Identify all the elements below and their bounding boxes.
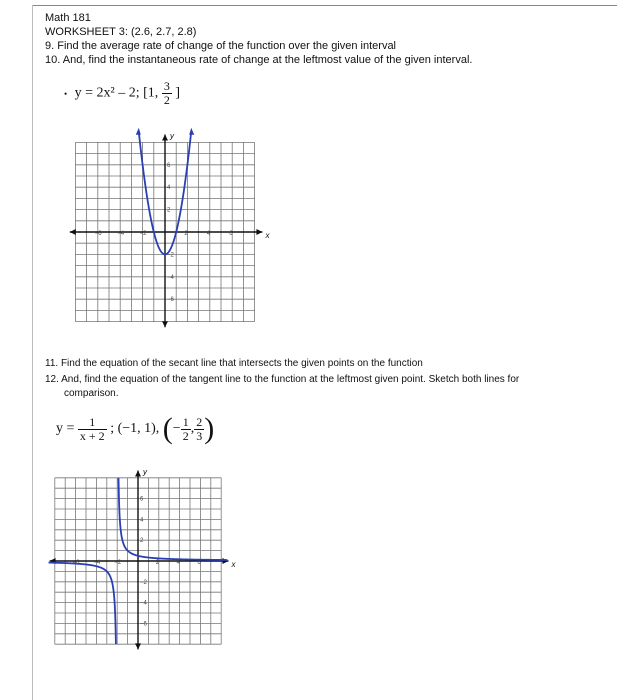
x-tick-label: 2 bbox=[155, 560, 160, 566]
question-12-line2: comparison. bbox=[64, 388, 119, 399]
question-12-line1: 12. And, find the equation of the tangent line to the function at the leftmost given point. Sketch both lines for bbox=[45, 374, 520, 385]
x-tick-label: −4 bbox=[117, 231, 125, 237]
question-10: 10. And, find the instantaneous rate of change at the leftmost value of the given interval. bbox=[45, 54, 473, 66]
problem2-point2-x bbox=[181, 416, 191, 443]
problem1-equation bbox=[64, 80, 180, 107]
x-tick-label: 4 bbox=[176, 560, 180, 566]
problem1-frac-den: 2 bbox=[163, 93, 170, 107]
question-9: 9. Find the average rate of change of the function over the given interval bbox=[45, 40, 397, 52]
x-axis-label: x bbox=[265, 231, 270, 240]
x-tick-label: −6 bbox=[72, 560, 80, 566]
problem2-p2x-num: 1 bbox=[182, 414, 189, 429]
x-axis-arrow-left bbox=[70, 229, 76, 235]
y-tick-label: −4 bbox=[167, 274, 174, 281]
x-tick-label: 4 bbox=[206, 231, 211, 237]
x-tick-label: −6 bbox=[94, 231, 102, 237]
x-axis-arrow-right bbox=[256, 229, 262, 235]
y-tick-label: 6 bbox=[167, 162, 171, 169]
y-tick-label: −6 bbox=[140, 621, 147, 628]
x-tick-label: −2 bbox=[139, 231, 147, 237]
worksheet-title: WORKSHEET 3: (2.6, 2.7, 2.8) bbox=[45, 26, 197, 38]
problem2-rparen: ) bbox=[204, 412, 215, 445]
page-border-left bbox=[32, 5, 33, 700]
problem2-y-eq: y = bbox=[56, 421, 75, 437]
problem2-equation bbox=[56, 414, 214, 444]
problem1-fraction bbox=[162, 80, 172, 107]
x-tick-label: 6 bbox=[229, 231, 233, 237]
x-axis-label: x bbox=[231, 560, 236, 569]
y-tick-label: 4 bbox=[167, 185, 171, 192]
y-axis-label: y bbox=[170, 131, 174, 141]
parabola-arrow-right bbox=[189, 128, 194, 135]
problem2-frac-num: 1 bbox=[78, 416, 107, 430]
course-title: Math 181 bbox=[45, 12, 91, 24]
problem2-minus: − bbox=[172, 421, 181, 437]
problem1-graph bbox=[60, 120, 290, 340]
y-axis-arrow-up bbox=[135, 471, 141, 477]
problem1-frac-num: 3 bbox=[163, 79, 170, 93]
x-tick-label: 2 bbox=[184, 231, 188, 237]
problem2-point2-y bbox=[194, 416, 204, 443]
problem2-p2y-den: 3 bbox=[196, 428, 203, 443]
problem2-lparen: ( bbox=[162, 412, 173, 445]
y-axis-label: y bbox=[143, 467, 147, 477]
parabola-arrow-left bbox=[136, 128, 141, 135]
problem2-p2y-num: 2 bbox=[196, 414, 203, 429]
x-axis-arrow-right bbox=[222, 558, 228, 564]
problem2-frac-den: x + 2 bbox=[79, 428, 105, 443]
problem2-point1: ; (−1, 1), bbox=[110, 421, 160, 437]
problem1-bullet: • bbox=[64, 88, 68, 99]
y-tick-label: 4 bbox=[140, 517, 144, 524]
x-tick-label: −2 bbox=[114, 560, 122, 566]
problem2-p2x-den: 2 bbox=[182, 428, 189, 443]
question-11: 11. Find the equation of the secant line that intersects the given points on the function bbox=[45, 358, 423, 369]
problem1-function: y = 2x² – 2; [1, bbox=[74, 85, 162, 101]
y-tick-label: 6 bbox=[140, 496, 144, 503]
y-tick-label: 2 bbox=[167, 207, 171, 214]
problem2-fraction bbox=[78, 416, 107, 443]
y-tick-label: 2 bbox=[140, 538, 144, 545]
y-axis-arrow-down bbox=[162, 321, 168, 327]
y-tick-label: −2 bbox=[140, 579, 147, 586]
problem2-comma: , bbox=[190, 421, 195, 437]
x-tick-label: 6 bbox=[197, 560, 201, 566]
page-border-top bbox=[32, 5, 617, 6]
hyperbola-left-branch bbox=[49, 563, 116, 645]
y-tick-label: −4 bbox=[140, 600, 147, 607]
x-tick-label: −4 bbox=[93, 560, 101, 566]
y-axis-arrow-up bbox=[162, 135, 168, 141]
y-axis-arrow-down bbox=[135, 643, 141, 649]
problem1-rbracket: ] bbox=[175, 85, 180, 101]
problem2-graph bbox=[40, 458, 255, 663]
y-tick-label: −2 bbox=[167, 252, 174, 259]
y-tick-label: −6 bbox=[167, 297, 174, 304]
